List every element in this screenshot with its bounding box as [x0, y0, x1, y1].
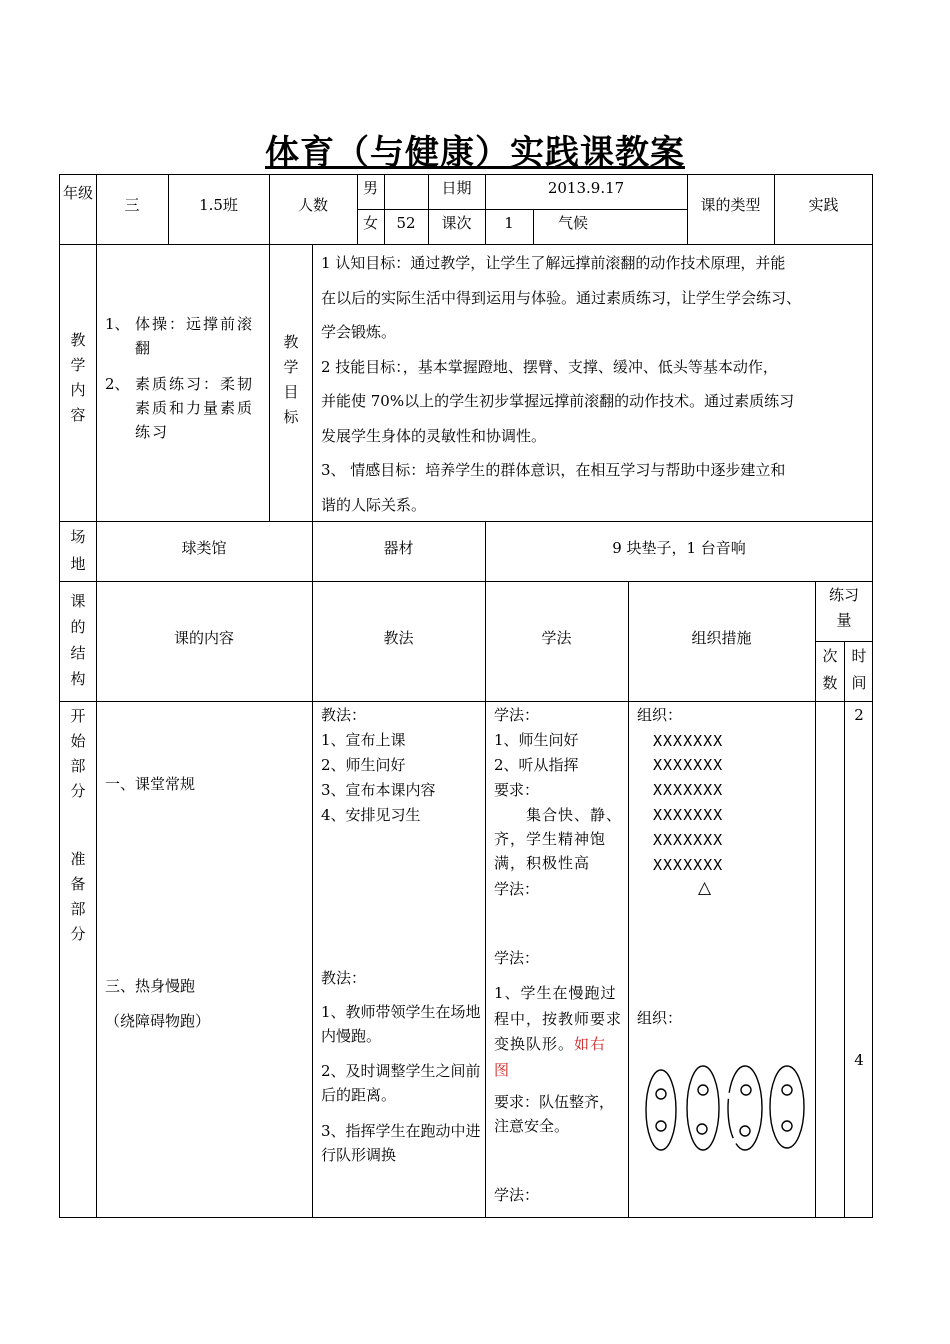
teaching-content-label: 教学内容	[70, 331, 86, 424]
item-warmup-subtitle: （绕障碍物跑）	[105, 1012, 211, 1030]
goal-line: 学会锻炼。	[321, 323, 397, 341]
time-value-1: 2	[854, 706, 864, 724]
lesson-structure-label: 课的结构	[70, 592, 86, 688]
venue-value: 球类馆	[181, 539, 227, 557]
learning-method-label: 学法	[541, 629, 572, 647]
teach1-line: 4、安排见习生	[321, 806, 421, 824]
ellipse-track	[728, 1066, 762, 1150]
org1-head: 组织：	[637, 706, 683, 724]
item-warmup-jog: 三、热身慢跑	[105, 977, 196, 995]
prep-part-label: 准备部分	[70, 850, 86, 943]
obstacle-circle	[782, 1121, 792, 1131]
ellipse-track	[646, 1070, 676, 1150]
teach2-head: 教法：	[321, 969, 367, 987]
goal-line: 3、 情感目标：培养学生的群体意识，在相互学习与帮助中逐步建立和	[321, 461, 786, 479]
teach1-line: 3、宣布本课内容	[321, 781, 436, 799]
formation-row: XXXXXXX	[653, 732, 724, 750]
times-label: 次数	[822, 647, 838, 692]
count-label: 人数	[297, 196, 328, 214]
goal-line: 并能使 70%以上的学生初步掌握远撑前滚翻的动作技术。通过素质练习	[321, 392, 795, 410]
practice-amount-label: 练习量	[828, 586, 859, 629]
learn2-text-block	[494, 981, 622, 1083]
ellipse-track	[770, 1066, 804, 1148]
goal-line: 发展学生身体的灵敏性和协调性。	[321, 426, 547, 445]
teach2-line: 1、教师带领学生在场地内慢跑。	[321, 1003, 481, 1045]
org2-head: 组织：	[637, 1009, 683, 1027]
content-item-2-num: 2、	[105, 375, 130, 393]
formation-row: XXXXXXX	[653, 781, 724, 799]
obstacle-circle	[697, 1124, 707, 1134]
formation-row: XXXXXXX	[653, 756, 724, 774]
learn1-req-label: 要求：	[494, 781, 540, 799]
duration-label: 时间	[851, 647, 867, 692]
learn2-req: 要求：队伍整齐，注意安全。	[494, 1093, 615, 1135]
obstacle-circle	[656, 1089, 666, 1099]
obstacle-circle	[741, 1085, 751, 1095]
venue-label: 场地	[70, 528, 86, 573]
learn2-tail: 学法：	[494, 1186, 540, 1204]
equipment-label: 器材	[383, 539, 414, 557]
formation-row: XXXXXXX	[653, 831, 724, 849]
obstacle-circle	[740, 1126, 750, 1136]
female-label: 女	[362, 214, 378, 232]
learn1-line: 1、师生问好	[494, 731, 579, 749]
grade-label: 年级	[62, 184, 93, 202]
teach2-line: 3、指挥学生在跑动中进行队形调换	[321, 1122, 481, 1164]
teach1-line: 2、师生问好	[321, 756, 406, 774]
grade-value: 三	[124, 196, 140, 214]
obstacle-circle	[782, 1085, 792, 1095]
goal-line: 在以后的实际生活中得到运用与体验。通过素质练习，让学生学会练习、	[321, 288, 802, 307]
lesson-number-value: 1	[504, 214, 514, 232]
obstacle-run-diagram	[642, 1062, 812, 1157]
learn2-red-note: 如右图	[494, 1035, 607, 1079]
male-label: 男	[362, 179, 378, 197]
lesson-type-label: 课的类型	[700, 196, 761, 214]
teaching-method-label: 教法	[383, 629, 414, 647]
date-value: 2013.9.17	[547, 179, 625, 197]
teach1-head: 教法：	[321, 706, 367, 724]
obstacle-circle	[698, 1085, 708, 1095]
start-part-label: 开始部分	[70, 707, 86, 800]
lesson-number-label: 课次	[441, 214, 472, 232]
ellipse-track	[687, 1066, 719, 1150]
learn2-head: 学法：	[494, 949, 540, 967]
organization-label: 组织措施	[691, 629, 752, 647]
teaching-goal-label: 教学目标	[283, 333, 299, 426]
teach2-line: 2、及时调整学生之间前后的距离。	[321, 1062, 481, 1104]
content-item-1-num: 1、	[105, 315, 130, 333]
formation-row: XXXXXXX	[653, 806, 724, 824]
obstacle-circle	[656, 1121, 666, 1131]
goal-line: 1 认知目标：通过教学，让学生了解远撑前滚翻的动作技术原理，并能	[321, 254, 786, 272]
content-item-1-text: 体操：远撑前滚翻	[135, 315, 255, 357]
content-item-2-text: 素质练习：柔韧素质和力量素质练习	[135, 375, 255, 441]
teacher-triangle-icon: △	[698, 878, 712, 898]
date-label: 日期	[441, 179, 472, 197]
learn1-line: 2、听从指挥	[494, 756, 579, 774]
page-title: 体育（与健康）实践课教案	[265, 133, 685, 173]
learn1-tail: 学法：	[494, 880, 540, 898]
learn2-text: 1、学生在慢跑过程中，按教师要求变换队形。	[494, 984, 623, 1053]
formation-row: XXXXXXX	[653, 856, 724, 874]
class-value: 1.5班	[199, 196, 238, 214]
female-value: 52	[396, 214, 416, 232]
lesson-content-label: 课的内容	[173, 629, 234, 647]
learn1-head: 学法：	[494, 706, 540, 724]
item-class-routine: 一、课堂常规	[105, 775, 196, 793]
teach1-line: 1、宣布上课	[321, 731, 406, 749]
time-value-2: 4	[854, 1051, 864, 1069]
lesson-type-value: 实践	[808, 196, 839, 214]
teaching-goals	[321, 246, 866, 522]
weather-label: 气候	[558, 214, 589, 232]
learn1-req: 集合快、静、齐，学生精神饱满，积极性高	[494, 806, 623, 872]
equipment-value: 9 块垫子，1 台音响	[612, 539, 746, 557]
goal-line: 谐的人际关系。	[321, 495, 427, 514]
goal-line: 2 技能目标：，基本掌握蹬地、摆臂、支撑、缓冲、低头等基本动作，	[321, 357, 778, 376]
